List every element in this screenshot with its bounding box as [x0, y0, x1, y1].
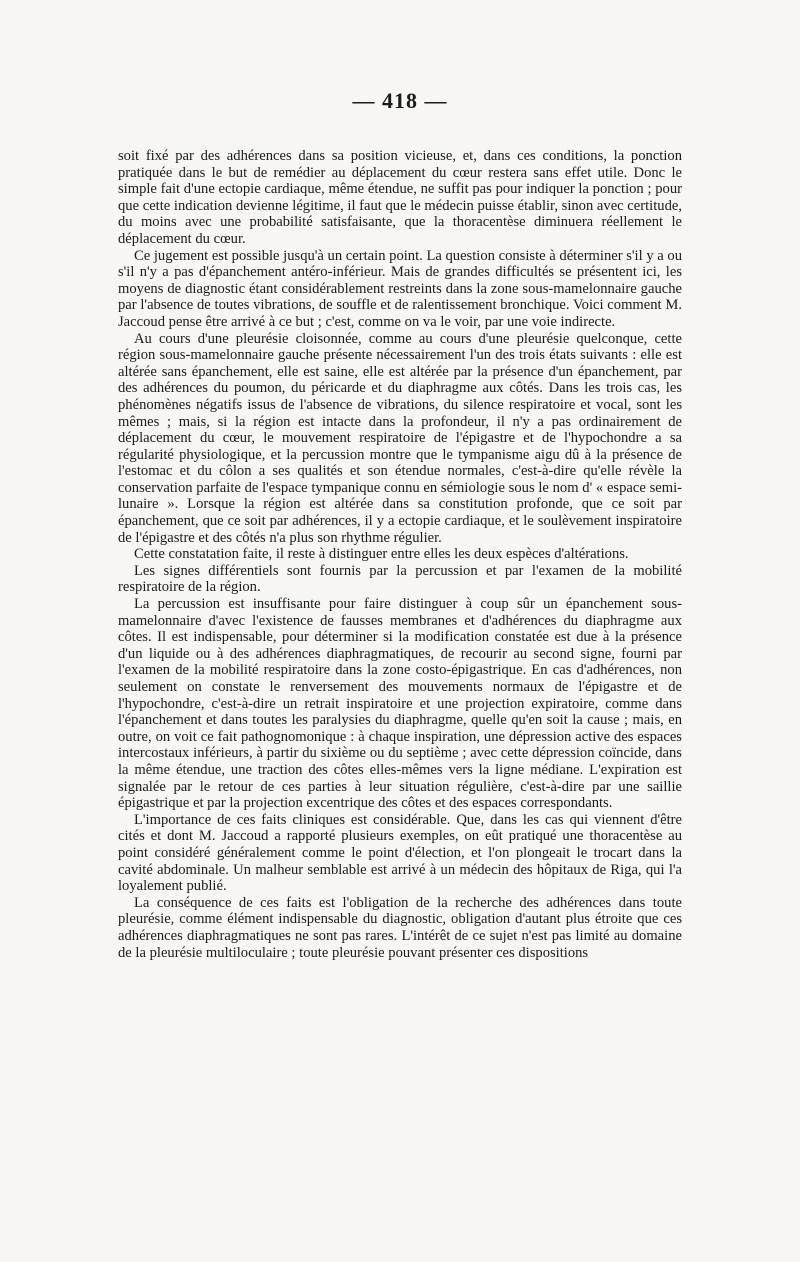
body-text — [118, 148, 682, 961]
paragraph: soit fixé par des adhérences dans sa position vicieuse, et, dans ces conditions, la ponction pratiquée dans le but de remédier au déplacement du cœur restera sans effet utile. Donc le simple fait d'une ectopie cardiaque, même étendue, ne suffit pas pour indiquer la ponction ; pour que cette indication devienne légitime, il faut que le médecin puisse établir, sinon avec certitude, du moins avec une probabilité satisfaisante, que la thoracentèse diminuera réellement le déplacement du cœur. — [118, 148, 682, 247]
paragraph: La percussion est insuffisante pour faire distinguer à coup sûr un épanchement sous-mamelonnaire d'avec l'existence de fausses membranes et d'adhérences du diaphragme aux côtes. Il est indispensable, pour déterminer si la modification constatée est due à la présence d'un liquide ou à des adhérences diaphragmatiques, de recourir au second signe, fourni par l'examen de la mobilité respiratoire dans la zone costo-épigastrique. En cas d'adhérences, non seulement on constate le renversement des mouvements normaux de l'épigastre et de l'hypochondre, c'est-à-dire un retrait inspiratoire et une projection expiratoire, comme dans l'épanchement et dans toutes les paralysies du diaphragme, quelle qu'en soit la cause ; mais, en outre, on voit ce fait pathognomonique : à chaque inspiration, une dépression active des espaces intercostaux inférieurs, à partir du sixième ou du septième ; avec cette dépression coïncide, dans la même étendue, une traction des côtes elles-mêmes vers la ligne médiane. L'expiration est signalée par le retour de ces parties à leur situation régulière, c'est-à-dire par une saillie épigastrique et par la projection excentrique des côtes et des espaces correspondants. — [118, 596, 682, 812]
paragraph: L'importance de ces faits cliniques est considérable. Que, dans les cas qui viennent d'être cités et dont M. Jaccoud a rapporté plusieurs exemples, on eût pratiqué une thoracentèse au point considéré généralement comme le point d'élection, et l'on plongeait le trocart dans la cavité abdominale. Un malheur semblable est arrivé à un médecin des hôpitaux de Riga, qui l'a loyalement publié. — [118, 811, 682, 895]
paragraph: Cette constatation faite, il reste à distinguer entre elles les deux espèces d'altérations. — [134, 546, 629, 563]
paragraph: La conséquence de ces faits est l'obligation de la recherche des adhérences dans toute pleurésie, comme élément indispensable du diagnostic, obligation d'autant plus étroite que ces adhérences diaphragmatiques ne sont pas rares. L'intérêt de ce sujet n'est pas limité au domaine de la pleurésie multiloculaire ; toute pleurésie pouvant présenter ces dispositions — [118, 894, 682, 961]
paragraph: Au cours d'une pleurésie cloisonnée, comme au cours d'une pleurésie quelconque, cette région sous-mamelonnaire gauche présente nécessairement l'un des trois états suivants : elle est altérée sans épanchement, elle est saine, elle est altérée par la présence d'un épanchement, par des adhérences du poumon, du péricarde et du diaphragme aux côtés. Dans les trois cas, les phénomènes négatifs issus de l'absence de vibrations, du silence respiratoire et vocal, sont les mêmes ; mais, si la région est intacte dans la profondeur, il n'y a pas ordinairement de déplacement du cœur, le mouvement respiratoire de l'épigastre et de l'hypochondre a sa régularité physiologique, et la percussion montre que le tympanisme aigu dû à la présence de l'estomac et du côlon a ses qualités et son étendue normales, c'est-à-dire qu'elle révèle la conservation parfaite de l'espace tympanique connu en sémiologie sous le nom d' « espace semi-lunaire ». Lorsque la région est altérée dans sa constitution profonde, que ce soit par épanchement, que ce soit par adhérences, il y a ectopie cardiaque, et le soulèvement inspiratoire de l'épigastre et des côtés n'a plus son rhythme régulier. — [118, 330, 682, 546]
paragraph: Ce jugement est possible jusqu'à un certain point. La question consiste à déterminer s'il y a ou s'il n'y a pas d'épanchement antéro-inférieur. Mais de grandes difficultés se présentent ici, les moyens de diagnostic étant considérablement restreints dans la zone sous-mamelonnaire gauche par l'absence de toutes vibrations, de souffle et de ralentissement bronchique. Voici comment M. Jaccoud pense être arrivé à ce but ; c'est, comme on va le voir, par une voie indirecte. — [118, 247, 682, 330]
page-number: — 418 — — [352, 88, 448, 113]
paragraph: Les signes différentiels sont fournis par la percussion et par l'examen de la mobilité respiratoire de la région. — [118, 562, 682, 596]
